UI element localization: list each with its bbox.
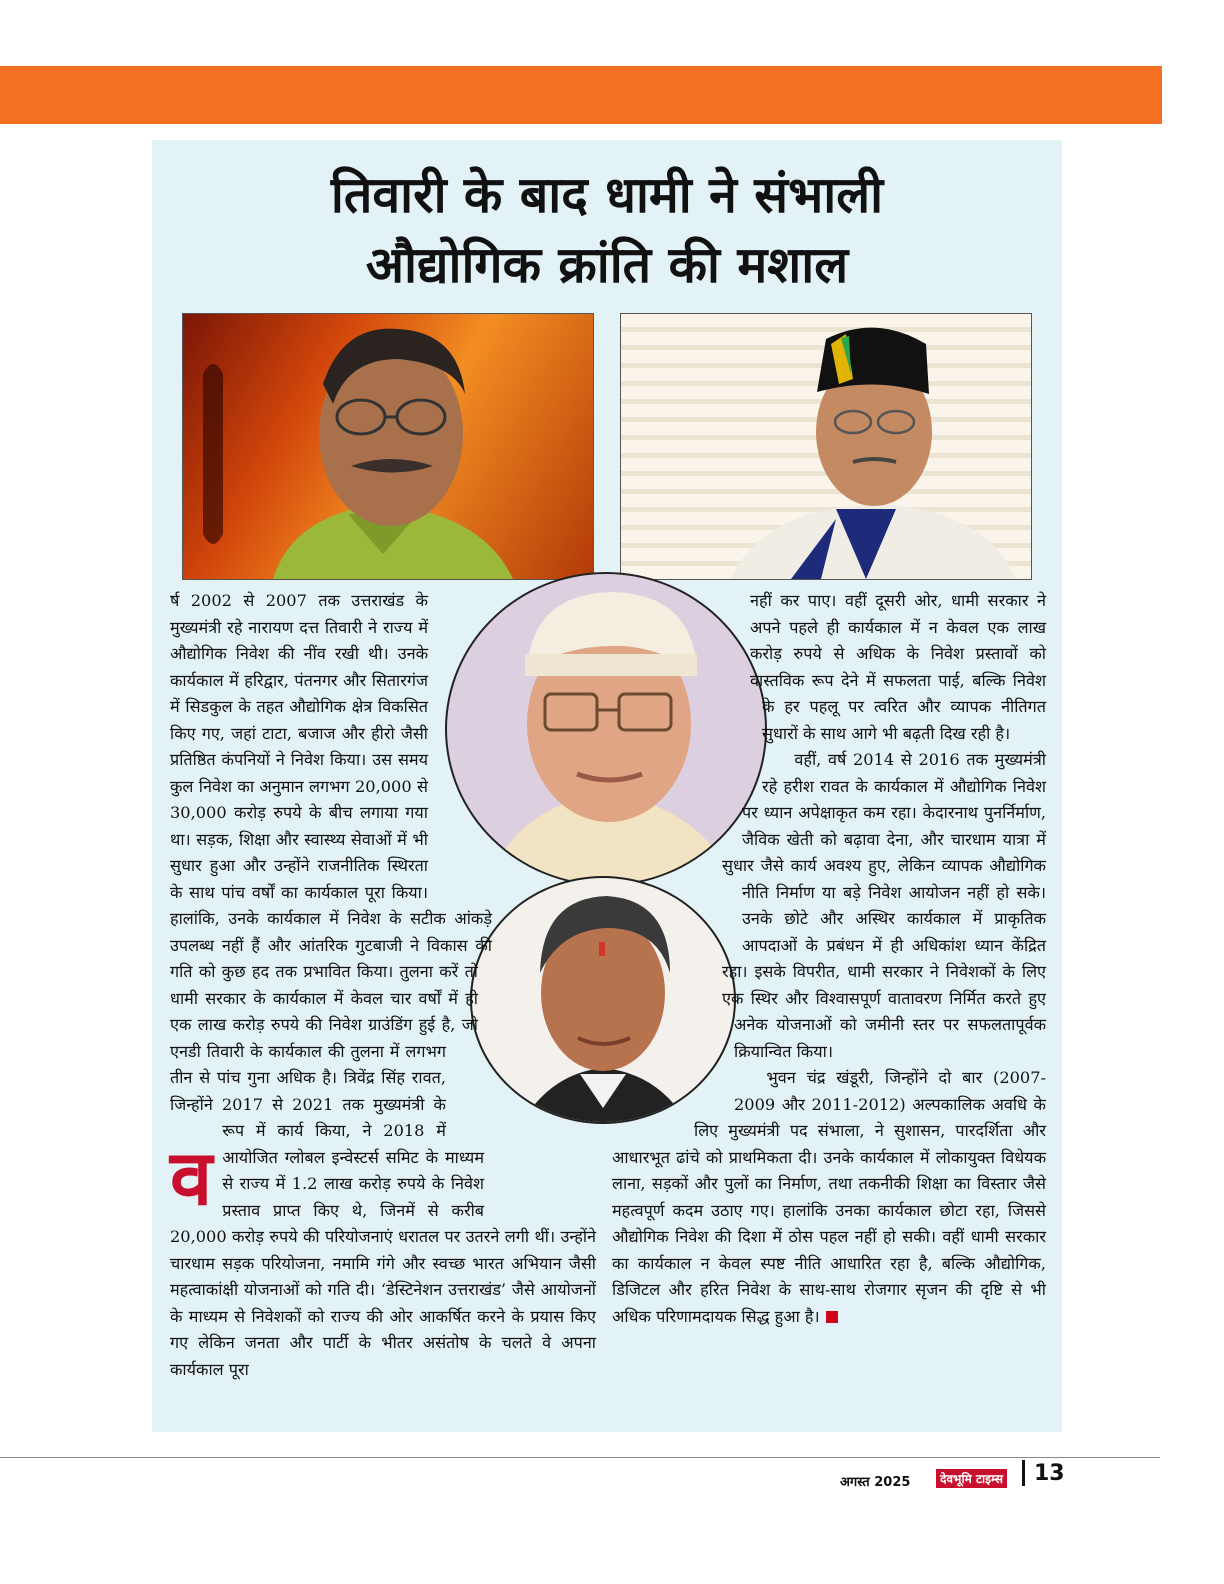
article-right-para-3-text: भुवन चंद्र खंडूरी, जिन्होंने दो बार (2007-2009 और 2011-2012) अल्पकालिक अवधि के लिए मुख्यमंत्री पद संभाला, ने सुशासन, पारदर्शिता और आधारभूत ढांचे को प्राथमिकता दी। उनके कार्यकाल में लोकायुक्त विधेयक लाना, सड़कों और पुलों का निर्माण, तथा तकनीकी शिक्षा का विस्तार जैसे महत्वपूर्ण कदम उठाए गए। हालांकि उनका कार्यकाल छोटा रहा, जिससे औद्योगिक निवेश की दिशा में ठोस पहल नहीं हो सकी। वहीं धामी सरकार का कार्यकाल न केवल स्पष्ट नीति आधारित रहा है, बल्कि औद्योगिक, डिजिटल और हरित निवेश के साथ-साथ रोजगार सृजन की दृष्टि से भी अधिक परिणामदायक सिद्ध हुआ है। xyxy=(612,1068,1046,1326)
headline-line-1: तिवारी के बाद धामी ने संभाली xyxy=(330,166,884,224)
end-of-article-mark xyxy=(826,1311,838,1323)
article-column-left xyxy=(170,588,596,1383)
footer-separator xyxy=(1022,1460,1025,1486)
article-column-right xyxy=(612,588,1046,1330)
footer-magazine-logo: देवभूमि टाइम्स xyxy=(936,1469,1007,1488)
drop-cap: व xyxy=(170,1133,213,1222)
photo-trivendra-rawat-right xyxy=(620,313,1032,580)
headline xyxy=(152,160,1062,300)
article-right-para-1: नहीं कर पाए। वहीं दूसरी ओर, धामी सरकार ने अपने पहले ही कार्यकाल में न केवल एक लाख करोड़ रुपये से अधिक के निवेश प्रस्तावों को वास्तविक रूप देने में सफलता पाई, बल्कि निवेश के हर पहलू पर त्वरित और व्यापक नीतिगत सुधारों के साथ आगे भी बढ़ती दिख रही है। xyxy=(750,591,1046,743)
top-color-bar xyxy=(0,66,1162,124)
footer-page-number: 13 xyxy=(1034,1461,1065,1486)
photo-nd-tiwari-left xyxy=(182,313,594,580)
article-left-text: र्ष 2002 से 2007 तक उत्तराखंड के मुख्यमंत्री रहे नारायण दत्त तिवारी ने राज्य में औद्योगिक निवेश की नींव रखी थी। उनके कार्यकाल में हरिद्वार, पंतनगर और सितारगंज में सिडकुल के तहत औद्योगिक क्षेत्र विकसित किए गए, जहां टाटा, बजाज और हीरो जैसी प्रतिष्ठित कंपनियों ने निवेश किया। उस समय कुल निवेश का अनुमान लगभग 20,000 से 30,000 करोड़ रुपये के बीच लगाया गया था। सड़क, शिक्षा और स्वास्थ्य सेवाओं में भी सुधार हुआ और उन्होंने राजनीतिक स्थिरता के साथ पांच वर्षों का कार्यकाल पूरा किया। हालांकि, उनके कार्यकाल में निवेश के सटीक आंकड़े उपलब्ध नहीं हैं और आंतरिक गुटबाजी ने विकास की गति को कुछ हद तक प्रभावित किया। तुलना करें तो धामी सरकार के कार्यकाल में केवल चार वर्षों में ही एक लाख करोड़ रुपये की निवेश ग्राउंडिंग हुई है, जो एनडी तिवारी के कार्यकाल की तुलना में लगभग तीन से पांच गुना अधिक है। त्रिवेंद्र सिंह रावत, जिन्होंने 2017 से 2021 तक मुख्यमंत्री के रूप में कार्य किया, ने 2018 में आयोजित ग्लोबल इन्वेस्टर्स समिट के माध्यम से राज्य में 1.2 लाख करोड़ रुपये के निवेश प्रस्ताव प्राप्त किए थे, जिनमें से करीब 20,000 करोड़ रुपये की परियोजनाएं धरातल पर उतरने लगी थीं। उन्होंने चारधाम सड़क परियोजना, नमामि गंगे और स्वच्छ भारत अभियान जैसी महत्वाकांक्षी योजनाओं को गति दी। ‘डेस्टिनेशन उत्तराखंड’ जैसे आयोजनों के माध्यम से निवेशकों को राज्य की ओर आकर्षित करने के प्रयास किए गए लेकिन जनता और पार्टी के भीतर असंतोष के चलते वे अपना कार्यकाल पूरा xyxy=(170,591,596,1379)
headline-line-2: औद्योगिक क्रांति की मशाल xyxy=(365,236,849,294)
footer-date: अगस्त 2025 xyxy=(840,1475,911,1490)
footer-rule xyxy=(0,1457,1160,1458)
article-right-para-2: वहीं, वर्ष 2014 से 2016 तक मुख्यमंत्री रहे हरीश रावत के कार्यकाल में औद्योगिक निवेश पर ध्यान अपेक्षाकृत कम रहा। केदारनाथ पुनर्निर्माण, जैविक खेती को बढ़ावा देना, और चारधाम यात्रा में सुधार जैसे कार्य अवश्य हुए, लेकिन व्यापक औद्योगिक नीति निर्माण या बड़े निवेश आयोजन नहीं हो सके। उनके छोटे और अस्थिर कार्यकाल में प्राकृतिक आपदाओं के प्रबंधन में ही अधिकांश ध्यान केंद्रित रहा। इसके विपरीत, धामी सरकार ने निवेशकों के लिए एक स्थिर और विश्वासपूर्ण वातावरण निर्मित करते हुए अनेक योजनाओं को जमीनी स्तर पर सफलतापूर्वक क्रियान्वित किया। xyxy=(722,750,1046,1061)
